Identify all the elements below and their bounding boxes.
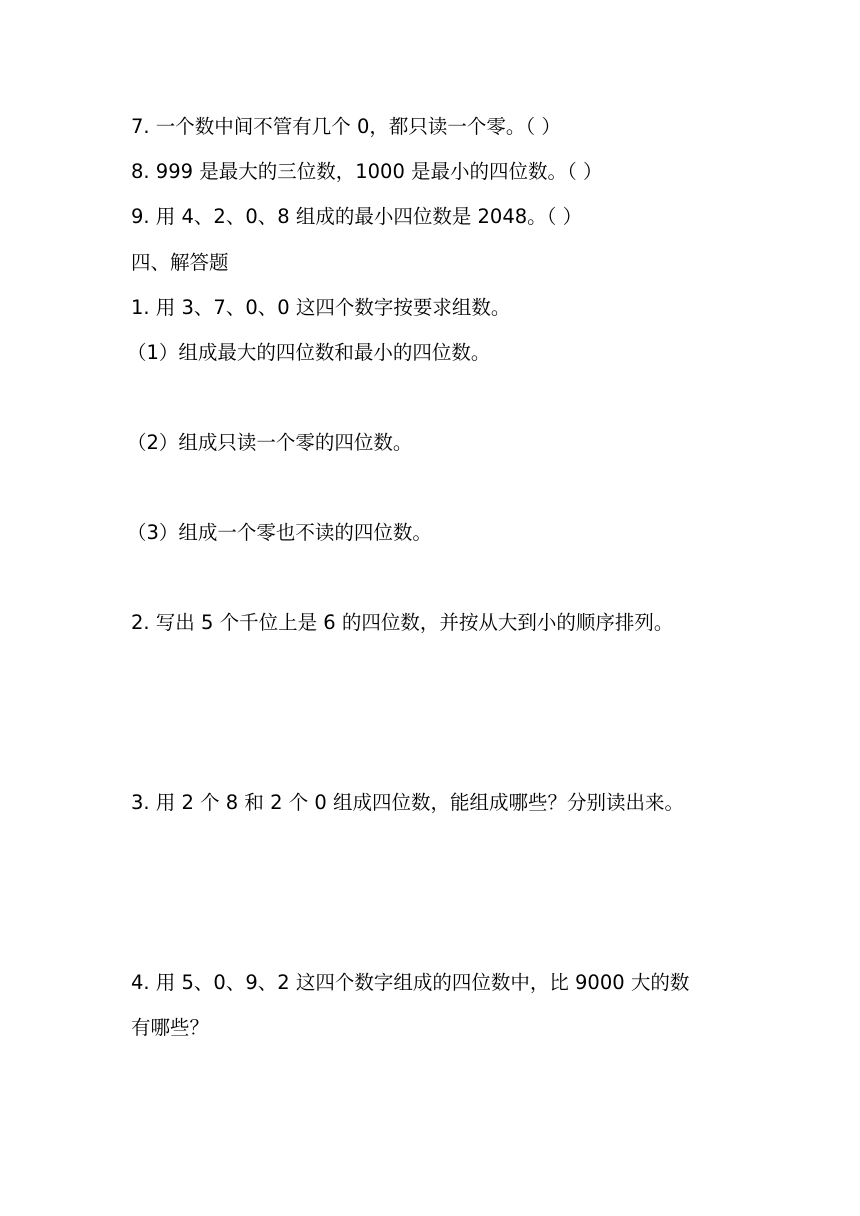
problem-4-line-1: 4. 用 5、0、9、2 这四个数字组成的四位数中，比 9000 大的数 [131,971,690,994]
question-7: 7. 一个数中间不管有几个 0，都只读一个零。（ ） [131,115,561,138]
question-8: 8. 999 是最大的三位数，1000 是最小的四位数。（ ） [131,160,603,183]
section-heading: 四、解答题 [131,251,229,274]
problem-1-part-2: （2）组成只读一个零的四位数。 [127,431,413,454]
question-9: 9. 用 4、2、0、8 组成的最小四位数是 2048。（ ） [131,205,583,228]
problem-1-part-3: （3）组成一个零也不读的四位数。 [127,521,432,544]
problem-3: 3. 用 2 个 8 和 2 个 0 组成四位数，能组成哪些？分别读出来。 [131,791,685,814]
problem-2: 2. 写出 5 个千位上是 6 的四位数，并按从大到小的顺序排列。 [131,611,674,634]
problem-1-part-1: （1）组成最大的四位数和最小的四位数。 [127,341,491,364]
problem-4-line-2: 有哪些？ [131,1016,210,1039]
problem-1-stem: 1. 用 3、7、0、0 这四个数字按要求组数。 [131,296,511,319]
